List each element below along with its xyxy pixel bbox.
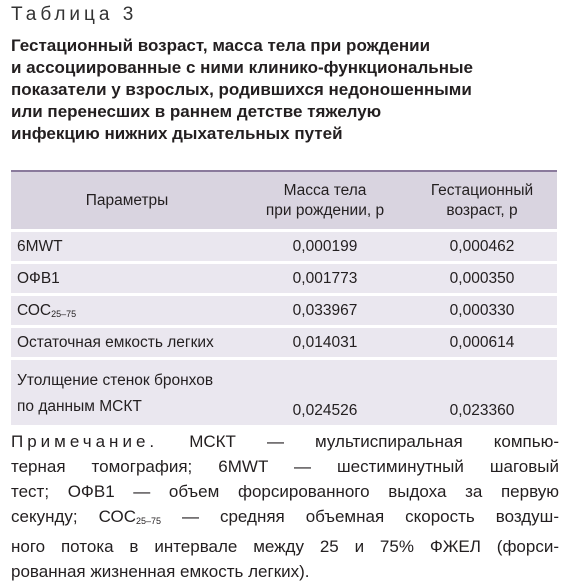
caption-line: Гестационный возраст, масса тела при рождении	[11, 36, 431, 55]
note-line: рованная жизненная емкость легких).	[11, 562, 310, 581]
row-mass-value: 0,001773	[243, 261, 407, 293]
table-row	[11, 261, 557, 293]
note-line: ного потока в интервале между 25 и 75% ФЖЕЛ (форси-	[11, 537, 559, 556]
note-label: Примечание.	[11, 432, 159, 451]
row-gest-value: 0,000350	[407, 261, 557, 293]
row-gest-value: 0,000330	[407, 293, 557, 325]
table-caption	[11, 35, 561, 145]
row-gest-value: 0,000614	[407, 325, 557, 357]
header-params: Параметры	[11, 172, 243, 229]
row-param: ОФВ1	[11, 261, 243, 293]
header-mass: Масса тела при рождении, р	[243, 172, 407, 229]
row-param: $СОС_{25-75}$	[11, 293, 243, 325]
table-row	[11, 325, 557, 357]
note-line: терная томография; 6MWT — шестиминутный шаговый	[11, 457, 559, 476]
row-param: Утолщение стенок бронхов по данным МСКТ	[11, 357, 243, 425]
row-gest-value: 0,000462	[407, 229, 557, 261]
table-row	[11, 229, 557, 261]
row-param: 6MWT	[11, 229, 243, 261]
note-line: тест; ОФВ1 — объем форсированного выдоха за первую	[11, 482, 559, 501]
note-line: Примечание. МСКТ — мультиспиральная компью-	[11, 432, 559, 451]
note-line: секунду; $СОС_{25-75}$ — средняя объемная скорость воздуш-	[11, 507, 559, 526]
row-mass-value: 0,000199	[243, 229, 407, 261]
caption-line: или перенесших в раннем детстве тяжелую	[11, 102, 382, 121]
row-param: Остаточная емкость легких	[11, 325, 243, 357]
table-note	[11, 429, 559, 584]
table-row	[11, 357, 557, 425]
header-gestational-age: Гестационный возраст, р	[407, 172, 557, 229]
row-mass-value: 0,033967	[243, 293, 407, 325]
header-row	[11, 172, 557, 229]
caption-line: инфекцию нижних дыхательных путей	[11, 124, 343, 143]
caption-line: и ассоциированные с ними клинико-функциональные	[11, 58, 473, 77]
row-mass-value: 0,024526	[243, 357, 407, 425]
caption-line: показатели у взрослых, родившихся недоношенными	[11, 80, 472, 99]
table-row	[11, 293, 557, 325]
row-mass-value: 0,014031	[243, 325, 407, 357]
row-gest-value: 0,023360	[407, 357, 557, 425]
data-table	[11, 170, 557, 425]
table-number: Таблица 3	[11, 4, 138, 25]
